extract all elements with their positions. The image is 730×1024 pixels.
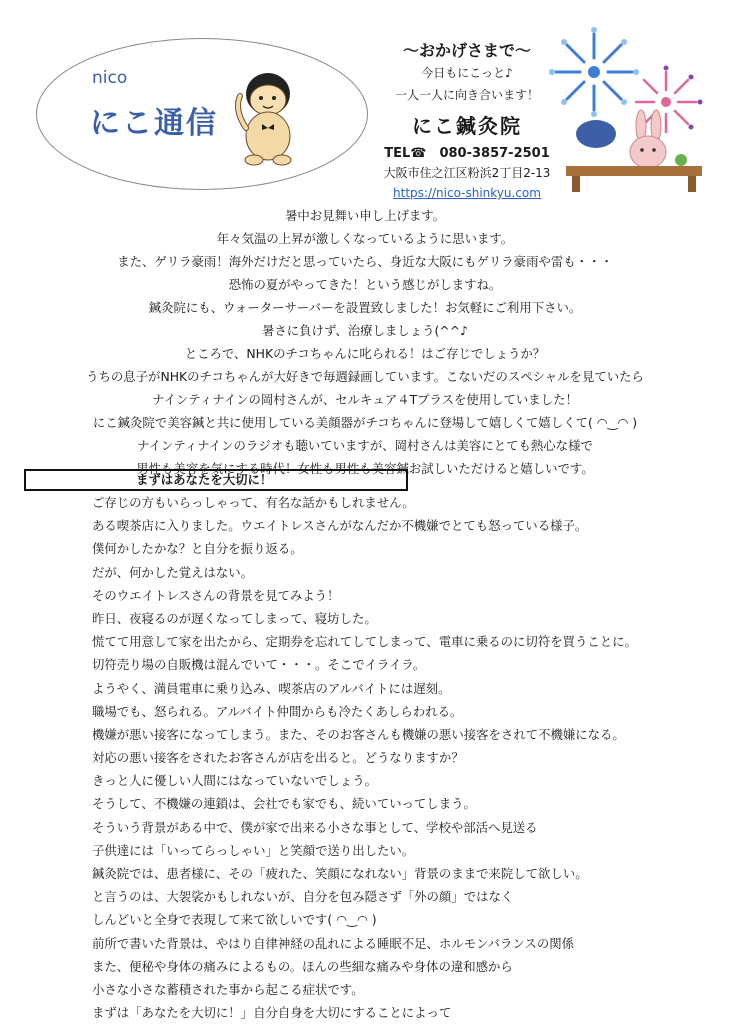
intro-line: ナインティナインの岡村さんが、セルキュア４Tプラスを使用していました！	[152, 392, 578, 407]
body-line: ようやく、満員電車に乗り込み、喫茶店のアルバイトには遅刻。	[92, 680, 451, 696]
section-title-box: まずはあなたを大切に！	[24, 469, 408, 491]
body-line: ご存じの方もいらっしゃって、有名な話かもしれません。	[92, 495, 415, 510]
body-line: 前所で書いた背景は、やはり自律神経の乱れによる睡眠不足、ホルモンバランスの関係	[92, 935, 574, 951]
body-line: 昨日、夜寝るのが遅くなってしまって、寝坊した。	[92, 610, 377, 626]
header-thanks: 〜おかげさまで〜	[402, 41, 531, 60]
body-line: 慌てて用意して家を出たから、定期券を忘れてしてしまって、電車に乗るのに切符を買うことに。	[92, 634, 637, 650]
intro-line: 恐怖の夏がやってきた！という感じがしますね。	[228, 277, 502, 292]
body-line: そのウエイトレスさんの背景を見てみよう！	[92, 587, 340, 603]
body-line: 職場でも、怒られる。アルバイト仲間からも冷たくあしらわれる。	[92, 703, 463, 719]
body-line: ある喫茶店に入りました。ウエイトレスさんがなんだか不機嫌でとても怒っている様子。	[92, 518, 588, 534]
clinic-phone: TEL☎ 080-3857-2501	[384, 146, 550, 161]
intro-line: にこ鍼灸院で美容鍼と共に使用している美顔器がチコちゃんに登場して嬉しくて嬉しくて( ◠‿◠ )	[92, 415, 638, 430]
body-line: 機嫌が悪い接客になってしまう。また、そのお客さんも機嫌の悪い接客をされて不機嫌になる。	[92, 726, 625, 742]
body-line: 子供達には「いってらっしゃい」と笑顔で送り出したい。	[92, 842, 415, 858]
clinic-address: 大阪市住之江区粉浜2丁目2-13	[383, 166, 551, 180]
body-line: 小さな小さな蓄積された事から起こる症状です。	[92, 981, 364, 997]
header-tagline-2: 一人一人に向き合います！	[394, 88, 539, 102]
fireworks-bunny-illustration	[546, 24, 706, 194]
intro-section	[20, 204, 710, 480]
intro-line: また、ゲリラ豪雨！海外だけだと思っていたら、身近な大阪にもゲリラ豪雨や雷も・・・	[117, 254, 613, 269]
body-line: そうして、不機嫌の連鎖は、会社でも家でも、続いていってしまう。	[92, 796, 476, 812]
logo-en-text: nico	[92, 68, 128, 88]
intro-line: ナインティナインのラジオも聴いていますが、岡村さんは美容にとても熱心な様で	[137, 438, 593, 453]
mascot-illustration	[228, 66, 310, 166]
intro-line: 鍼灸院にも、ウォーターサーバーを設置致しました！お気軽にご利用下さい。	[148, 300, 582, 315]
body-line: だが、何かした覚えはない。	[92, 564, 254, 580]
body-line: きっと人に優しい人間にはなっていないでしょう。	[92, 773, 377, 789]
header-tagline-1: 今日もにこっと♪	[421, 66, 513, 80]
body-line: 鍼灸院では、患者様に、その「疲れた、笑顔になれない」背景のままで来院して欲しい。	[92, 866, 588, 881]
body-line: 僕何かしたかな？と自分を振り返る。	[92, 541, 303, 557]
fan-icon	[576, 120, 616, 148]
clinic-name: にこ鍼灸院	[412, 114, 522, 138]
intro-line: 暑さに負けず、治療しましょう(^^♪	[262, 323, 468, 338]
body-line: まずは「あなたを大切に！」自分自身を大切にすることによって	[92, 1005, 452, 1021]
article-body	[92, 491, 712, 1024]
body-line: 切符売り場の自販機は混んでいて・・・。そこでイライラ。	[92, 657, 426, 673]
body-line: そういう背景がある中で、僕が家で出来る小さな事として、学校や部活へ見送る	[92, 819, 538, 835]
clinic-website-link[interactable]: https://nico-shinkyu.com	[393, 186, 541, 200]
logo-title: にこ通信	[90, 106, 218, 141]
body-line: と言うのは、大袈裟かもしれないが、自分を包み隠さず「外の顔」ではなく	[92, 889, 514, 905]
mosquito-coil-icon	[675, 154, 687, 166]
body-line: しんどいと全身で表現して来て欲しいです( ◠‿◠ )	[92, 912, 377, 928]
intro-line: 暑中お見舞い申し上げます。	[284, 208, 446, 223]
body-line: また、便秘や身体の痛みによるもの。ほんの些細な痛みや身体の違和感から	[92, 958, 513, 974]
intro-line: 男性も美容を気にする時代！女性も男性も美容鍼お試しいただけると嬉しいです。	[136, 461, 594, 476]
bench-icon	[566, 166, 702, 192]
intro-line: ところで、NHKのチコちゃんに叱られる！はご存じでしょうか？	[184, 346, 546, 361]
firework-blue-icon	[549, 27, 639, 117]
intro-line: うちの息子がNHKのチコちゃんが大好きで毎週録画しています。こないだのスペシャルを見ていたら	[86, 369, 644, 384]
body-line: 対応の悪い接客をされたお客さんが店を出ると。どうなりますか？	[92, 750, 464, 766]
intro-line: 年々気温の上昇が激しくなっているように思います。	[216, 231, 514, 246]
